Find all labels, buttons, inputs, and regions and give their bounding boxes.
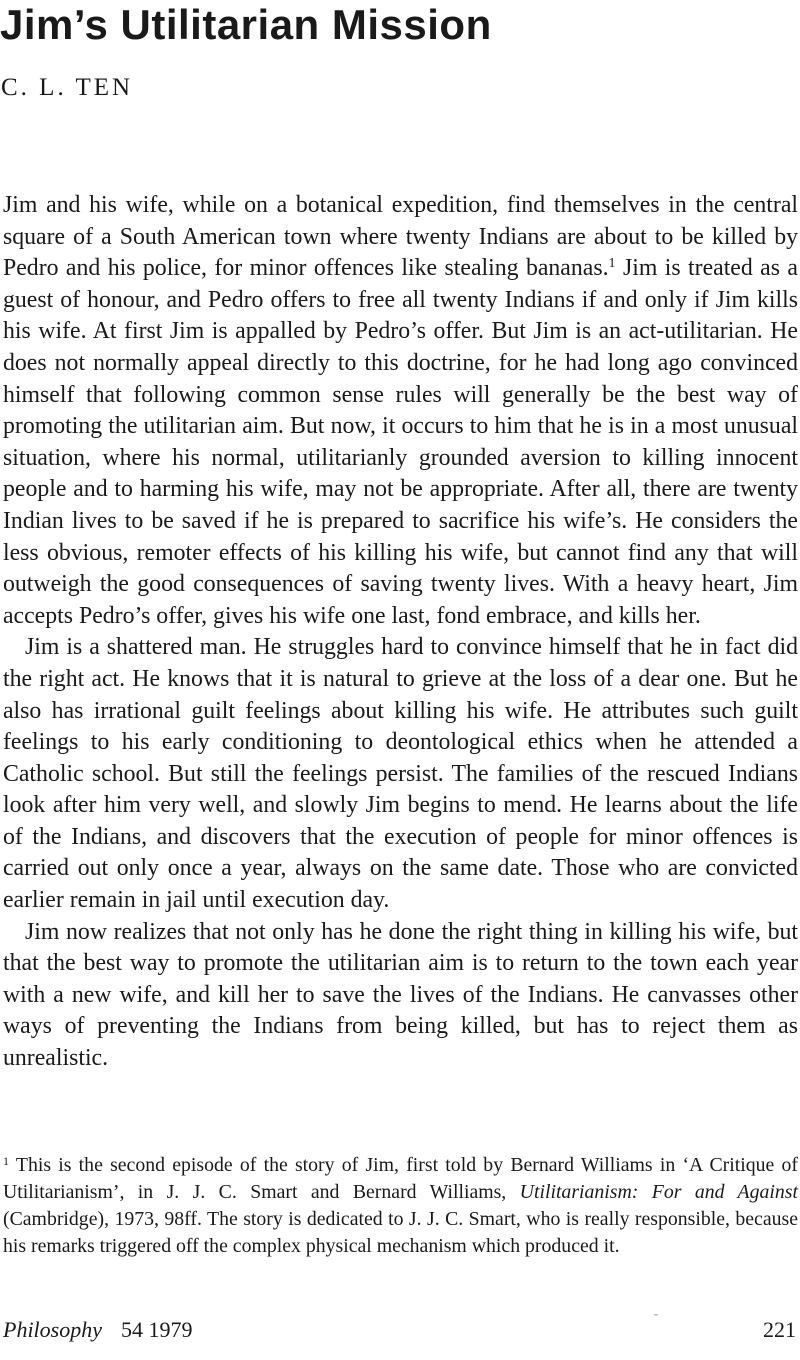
paragraph-3: Jim now realizes that not only has he done the right thing in killing his wife, but that the best way to promote the utilitarian aim is to return to the town each year with a new wife, and kill her to save the lives of the Indians. He canvasses other ways of preventing the Indians from being killed, but has to reject them as unrealistic. (3, 918, 798, 1072)
journal-name: Philosophy (3, 1317, 102, 1342)
print-mark: ˘ (654, 1311, 658, 1325)
article-author: C. L. TEN (1, 74, 134, 101)
footnote (3, 1152, 798, 1260)
footnote-book-title: Utilitarianism: For and Against (519, 1181, 798, 1203)
page-number: 221 (763, 1317, 796, 1342)
article-title: Jim’s Utilitarian Mission (0, 1, 492, 48)
footnote-reference[interactable]: 1 (608, 256, 616, 272)
paragraph-1-text-a: Jim and his wife, while on a botanical expedition, find themselves in the central square of a South American town where twenty Indians are about to be killed by Pedro and his police, for minor offences like stealing bananas. (3, 192, 798, 282)
page-footer (3, 1311, 798, 1349)
paragraph-1-text-b: Jim is treated as a guest of honour, and Pedro offers to free all twenty Indians if and only if Jim kills his wife. At first Jim is appalled by Pedro’s offer. But Jim is an act-utilitarian. He does not normally appeal directly to this doctrine, for he had long ago convinced himself that following common sense rules will generally be the best way of promoting the utilitarian aim. But now, it occurs to him that he is in a most unusual situation, where his normal, utilitarianly grounded aversion to killing innocent people and to harming his wife, may not be appropriate. After all, there are twenty Indian lives to be saved if he is prepared to sacrifice his wife’s. He considers the less obvious, remoter effects of his killing his wife, but cannot find any that will outweigh the good consequences of saving twenty lives. With a heavy heart, Jim accepts Pedro’s offer, gives his wife one last, fond embrace, and kills her. (3, 255, 798, 629)
footnote-marker: 1 (3, 1154, 9, 1168)
paragraph-2: Jim is a shattered man. He struggles hard to convince himself that he in fact did the right act. He knows that it is natural to grieve at the loss of a dear one. But he also has irrational guilt feelings about killing his wife. He attributes such guilt feelings to his early conditioning to deontological ethics when he attended a Catholic school. But still the feelings persist. The families of the rescued Indians look after him very well, and slowly Jim begins to mend. He learns about the life of the Indians, and discovers that the execution of people for minor offences is carried out only once a year, always on the same date. Those who are convicted earlier remain in jail until execution day. (3, 634, 798, 914)
volume-year: 54 1979 (121, 1317, 193, 1342)
paragraph-1 (3, 190, 798, 632)
footnote-text-a: This is the second episode of the story of Jim, first told by Bernard Williams in ‘A Critique of Utilitarianism’, in J. J. C. Smart and Bernard Williams, (3, 1154, 798, 1203)
footnote-text-b: (Cambridge), 1973, 98ff. The story is dedicated to J. J. C. Smart, who is really responsible, because his remarks triggered off the complex physical mechanism which produced it. (3, 1208, 798, 1257)
article-body (3, 190, 798, 1075)
